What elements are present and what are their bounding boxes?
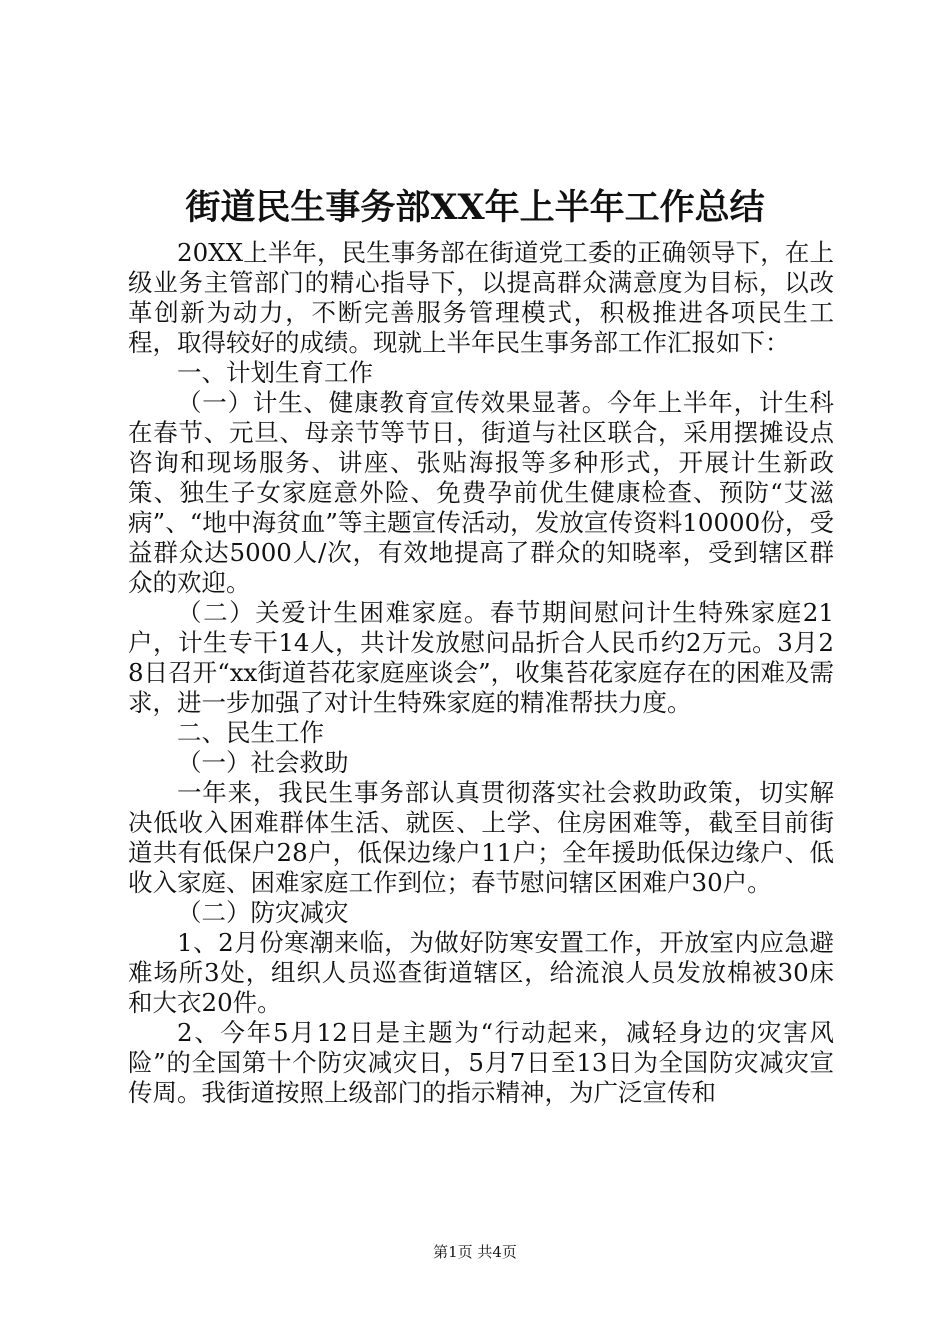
page-number-footer: 第1页 共4页	[433, 1243, 517, 1261]
paragraph-disaster-day: 2、今年5月12日是主题为“行动起来，减轻身边的灾害风险”的全国第十个防灾减灾日，5月7日至13日为全国防灾减灾宣传周。我街道按照上级部门的指示精神，为广泛宣传和	[128, 1018, 834, 1107]
subsection-heading-disaster-prevention: （二）防灾减灾	[177, 898, 349, 927]
section-heading-livelihood: 二、民生工作	[177, 718, 324, 747]
paragraph-social-assistance: 一年来，我民生事务部认真贯彻落实社会救助政策，切实解决低收入困难群体生活、就医、上学、住房困难等，截至目前街道共有低保户28户，低保边缘户11户；全年援助低保边缘户、低收入家庭、困难家庭工作到位；春节慰问辖区困难户30户。	[128, 778, 834, 897]
subsection-heading-social-assistance: （一）社会救助	[177, 748, 349, 777]
paragraph-care-families: （二）关爱计生困难家庭。春节期间慰问计生特殊家庭21户，计生专干14人，共计发放慰问品折合人民币约2万元。3月28日召开“xx街道苔花家庭座谈会”，收集苔花家庭存在的困难及需求，进一步加强了对计生特殊家庭的精准帮扶力度。	[128, 598, 834, 717]
document-body	[128, 238, 834, 1108]
paragraph-health-education: （一）计生、健康教育宣传效果显著。今年上半年，计生科在春节、元旦、母亲节等节日，街道与社区联合，采用摆摊设点咨询和现场服务、讲座、张贴海报等多种形式，开展计生新政策、独生子女家庭意外险、免费孕前优生健康检查、预防“艾滋病”、“地中海贫血”等主题宣传活动，发放宣传资料10000份，受益群众达5000人/次，有效地提高了群众的知晓率，受到辖区群众的欢迎。	[128, 388, 834, 597]
paragraph-cold-wave: 1、2月份寒潮来临，为做好防寒安置工作，开放室内应急避难场所3处，组织人员巡查街道辖区，给流浪人员发放棉被30床和大衣20件。	[128, 928, 834, 1017]
document-title: 街道民生事务部XX年上半年工作总结	[185, 187, 765, 228]
section-heading-family-planning: 一、计划生育工作	[177, 358, 373, 387]
paragraph-intro: 20XX上半年，民生事务部在街道党工委的正确领导下，在上级业务主管部门的精心指导下，以提高群众满意度为目标，以改革创新为动力，不断完善服务管理模式，积极推进各项民生工程，取得较好的成绩。现就上半年民生事务部工作汇报如下：	[128, 238, 834, 357]
